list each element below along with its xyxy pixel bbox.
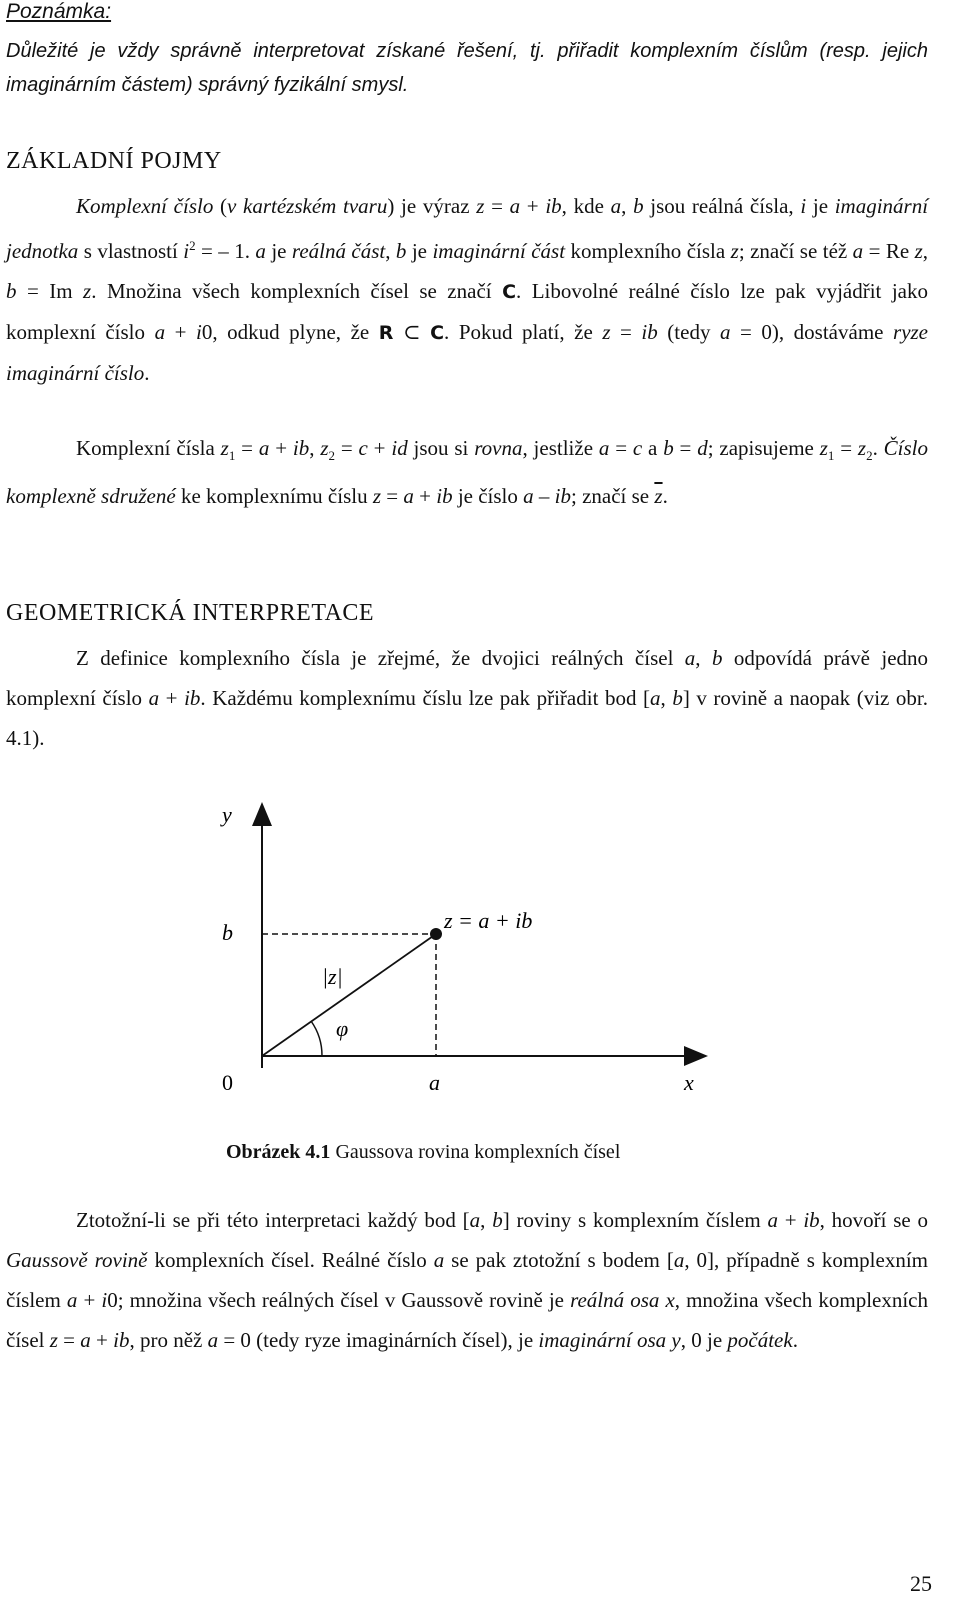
text-span: =	[381, 484, 404, 509]
text-span: a	[148, 686, 160, 710]
text-span: ,	[480, 1208, 493, 1232]
text-span: b	[663, 436, 674, 460]
superscript: 2	[189, 238, 196, 253]
text-span: Komplexní číslo	[76, 194, 214, 218]
text-span: (tedy	[657, 320, 720, 344]
paragraph-definition	[6, 186, 928, 393]
text-span: ,	[695, 646, 712, 670]
text-span: = 0), dostáváme	[730, 320, 894, 344]
point-z	[430, 928, 442, 940]
text-span: = Im	[16, 279, 84, 303]
text-span: . Každému komplexnímu číslu lze pak přiřadit bod [	[200, 686, 651, 710]
text-span: c	[358, 436, 368, 460]
text-span: ,	[621, 194, 634, 218]
text-span: se pak ztotožní s bodem [	[444, 1248, 674, 1272]
text-span: +	[367, 436, 392, 460]
text-span: ib	[113, 1328, 130, 1352]
text-span: imaginární část	[432, 239, 566, 263]
text-span: odpovídá právě jedno komplexní číslo	[6, 646, 929, 710]
text-span: = – 1.	[195, 239, 256, 263]
text-span: a	[258, 436, 270, 460]
text-span: ] roviny s komplexním číslem	[502, 1208, 768, 1232]
text-span: i	[183, 239, 190, 263]
text-span: ib	[436, 484, 453, 509]
text-span: rovna	[474, 436, 523, 460]
text-span: z	[730, 239, 739, 263]
modulus-label: |z|	[322, 964, 343, 989]
text-span: imaginární jednotka	[6, 194, 929, 263]
text-span: ib	[641, 320, 658, 344]
text-span: Komplexní čísla	[76, 436, 221, 460]
paragraph-equality	[6, 428, 928, 516]
text-span: z	[914, 239, 923, 263]
z-label: z = a + ib	[444, 908, 533, 933]
text-span: jsou si	[407, 436, 475, 460]
text-span: Ztotožní-li se při této interpretaci každý bod [	[76, 1208, 470, 1232]
text-span: ,	[660, 686, 673, 710]
text-span: 0; množina všech reálných čísel v Gaussově rovině je	[107, 1288, 571, 1312]
text-span: +	[90, 1328, 114, 1352]
text-span: z	[83, 279, 92, 303]
note-text: Důležité je vždy správně interpretovat získané řešení, tj. přiřadit komplexním číslům (resp. jejich imaginárním částem) správný fyzikální smysl.	[6, 40, 928, 96]
modulus-vector	[262, 934, 436, 1056]
text-span: a	[154, 320, 166, 344]
text-span: . Pokud platí, že	[444, 320, 603, 344]
text-span: a	[673, 1248, 685, 1272]
text-span: reálná osa x	[570, 1288, 675, 1312]
text-span: je	[265, 239, 292, 263]
text-span: +	[269, 436, 293, 460]
text-span: =	[335, 436, 359, 460]
text-span: a	[719, 320, 731, 344]
text-span: reálná část	[291, 239, 386, 263]
text-span: +	[520, 194, 546, 218]
text-span: z	[476, 194, 485, 218]
section-heading-basics: ZÁKLADNÍ POJMY	[6, 148, 222, 174]
text-span: ; značí se	[571, 484, 655, 509]
text-span: ,	[385, 239, 396, 263]
text-span: komplexního čísla	[565, 239, 731, 263]
text-span: ; značí se též	[738, 239, 853, 263]
section-heading-geometry: GEOMETRICKÁ INTERPRETACE	[6, 600, 375, 626]
complex-set-symbol: C	[430, 322, 445, 344]
text-span: a	[767, 1208, 778, 1232]
text-span: imaginární osa y	[538, 1328, 681, 1352]
text-span: Z definice komplexního čísla je zřejmé, že dvojici reálných čísel	[76, 646, 685, 670]
text-span: a	[469, 1208, 481, 1232]
text-span: .	[872, 436, 884, 460]
text-span: b	[6, 279, 17, 303]
text-span: +	[413, 484, 437, 509]
text-span: a	[207, 1328, 219, 1352]
a-label: a	[429, 1070, 440, 1095]
text-span: z	[220, 436, 229, 460]
text-span: 0, odkud plyne, že	[201, 320, 379, 344]
text-span: +	[777, 1208, 804, 1232]
figure-caption	[226, 1141, 620, 1164]
text-span: ] v rovině a naopak (viz obr. 4.1).	[6, 686, 929, 750]
text-span: =	[609, 436, 633, 460]
text-span: b	[711, 646, 723, 670]
text-span: a	[509, 194, 521, 218]
text-span: d	[697, 436, 708, 460]
text-span: b	[633, 194, 644, 218]
text-span: ,	[309, 436, 321, 460]
text-span: jsou reálná čísla,	[643, 194, 801, 218]
paragraph-geometry-intro	[6, 638, 928, 758]
text-span: z	[320, 436, 329, 460]
text-span: ib	[292, 436, 310, 460]
text-span: a	[433, 1248, 445, 1272]
text-span: a	[403, 484, 414, 509]
text-span: je	[806, 194, 835, 218]
text-span: id	[391, 436, 408, 460]
angle-arc	[311, 1021, 322, 1056]
caption-label: Obrázek 4.1	[226, 1141, 331, 1163]
text-span: b	[672, 686, 683, 710]
x-axis-label: x	[684, 1070, 694, 1095]
b-label: b	[222, 920, 233, 945]
subscript: 1	[827, 448, 835, 464]
text-span: je číslo	[452, 484, 524, 509]
caption-text: Gaussova rovina komplexních čísel	[330, 1141, 621, 1163]
subscript: 1	[228, 448, 236, 464]
text-span: ; zapisujeme	[707, 436, 820, 460]
text-span: =	[673, 436, 698, 460]
text-span: a	[80, 1328, 91, 1352]
text-span: Gaussově rovině	[6, 1248, 148, 1272]
text-span: +	[77, 1288, 102, 1312]
text-span: s vlastností	[78, 239, 184, 263]
text-span: =	[610, 320, 642, 344]
text-span: ib	[803, 1208, 820, 1232]
phi-label: φ	[336, 1016, 349, 1041]
text-span: b	[395, 239, 407, 263]
text-span: ib	[545, 194, 562, 218]
complex-set-symbol: C	[502, 281, 517, 303]
text-span: i	[101, 1288, 108, 1312]
text-span: ib	[554, 484, 571, 509]
paragraph-gauss-plane	[6, 1200, 928, 1360]
text-span: počátek	[727, 1328, 793, 1352]
text-span: , 0], případně s komplexním číslem	[6, 1248, 929, 1312]
text-span: , množina všech komplexních čísel	[6, 1288, 929, 1352]
text-span: ke komplexnímu číslu	[175, 484, 373, 509]
subset-symbol: ⊂	[393, 320, 431, 344]
text-span: komplexních čísel. Reálné číslo	[147, 1248, 434, 1272]
text-span: = Re	[863, 239, 915, 263]
text-span: +	[165, 320, 196, 344]
text-span: ryze imaginární číslo	[6, 320, 929, 385]
text-span: .	[144, 361, 150, 385]
text-span: = 0 (tedy ryze imaginárních čísel), je	[218, 1328, 539, 1352]
text-span: , 0 je	[680, 1328, 728, 1352]
text-span: =	[834, 436, 858, 460]
text-span: .	[662, 484, 668, 509]
subscript: 2	[328, 448, 335, 464]
text-span: a	[598, 436, 610, 460]
text-span: , pro něž	[129, 1328, 208, 1352]
text-span: a	[642, 436, 664, 460]
text-span: a	[66, 1288, 78, 1312]
text-span: a	[852, 239, 864, 263]
text-span: . Množina všech komplexních čísel se značí	[91, 279, 503, 303]
text-span: a	[684, 646, 696, 670]
text-span: –	[533, 484, 555, 509]
conjugate-symbol: $\overline{z}$	[654, 484, 663, 509]
real-set-symbol: R	[378, 322, 394, 344]
y-axis-label: y	[222, 802, 232, 827]
text-span: ,	[922, 239, 929, 263]
text-span: z	[857, 436, 867, 460]
text-span: (	[213, 194, 228, 218]
text-span: v kartézském tvaru	[227, 194, 388, 218]
text-span: z	[49, 1328, 58, 1352]
text-span: +	[159, 686, 185, 710]
subscript: 2	[866, 448, 873, 464]
text-span: =	[235, 436, 259, 460]
text-span: a	[610, 194, 622, 218]
text-span: a	[650, 686, 661, 710]
text-span: b	[492, 1208, 503, 1232]
text-span: i	[195, 320, 202, 344]
text-span: i	[800, 194, 807, 218]
text-span: , hovoří se o	[819, 1208, 928, 1232]
text-span: z	[602, 320, 611, 344]
gaussian-plane-figure	[0, 790, 960, 1130]
note-title: Poznámka:	[6, 0, 112, 23]
origin-label: 0	[222, 1070, 233, 1095]
text-span: z	[819, 436, 828, 460]
text-span: , jestliže	[522, 436, 599, 460]
text-span: ) je výraz	[387, 194, 477, 218]
text-span: z	[372, 484, 382, 509]
text-span: je	[406, 239, 433, 263]
text-span: a	[523, 484, 534, 509]
text-span: .	[792, 1328, 798, 1352]
text-span: =	[57, 1328, 81, 1352]
text-span: a	[255, 239, 266, 263]
text-span: Číslo komplexně sdružené	[6, 436, 929, 509]
text-span: =	[484, 194, 510, 218]
text-span: , kde	[561, 194, 611, 218]
page-number: 25	[910, 1571, 932, 1596]
text-span: . Libovolné reálné číslo lze pak vyjádřit jako komplexní číslo	[6, 279, 928, 344]
text-span: ib	[184, 686, 201, 710]
text-span: c	[632, 436, 643, 460]
